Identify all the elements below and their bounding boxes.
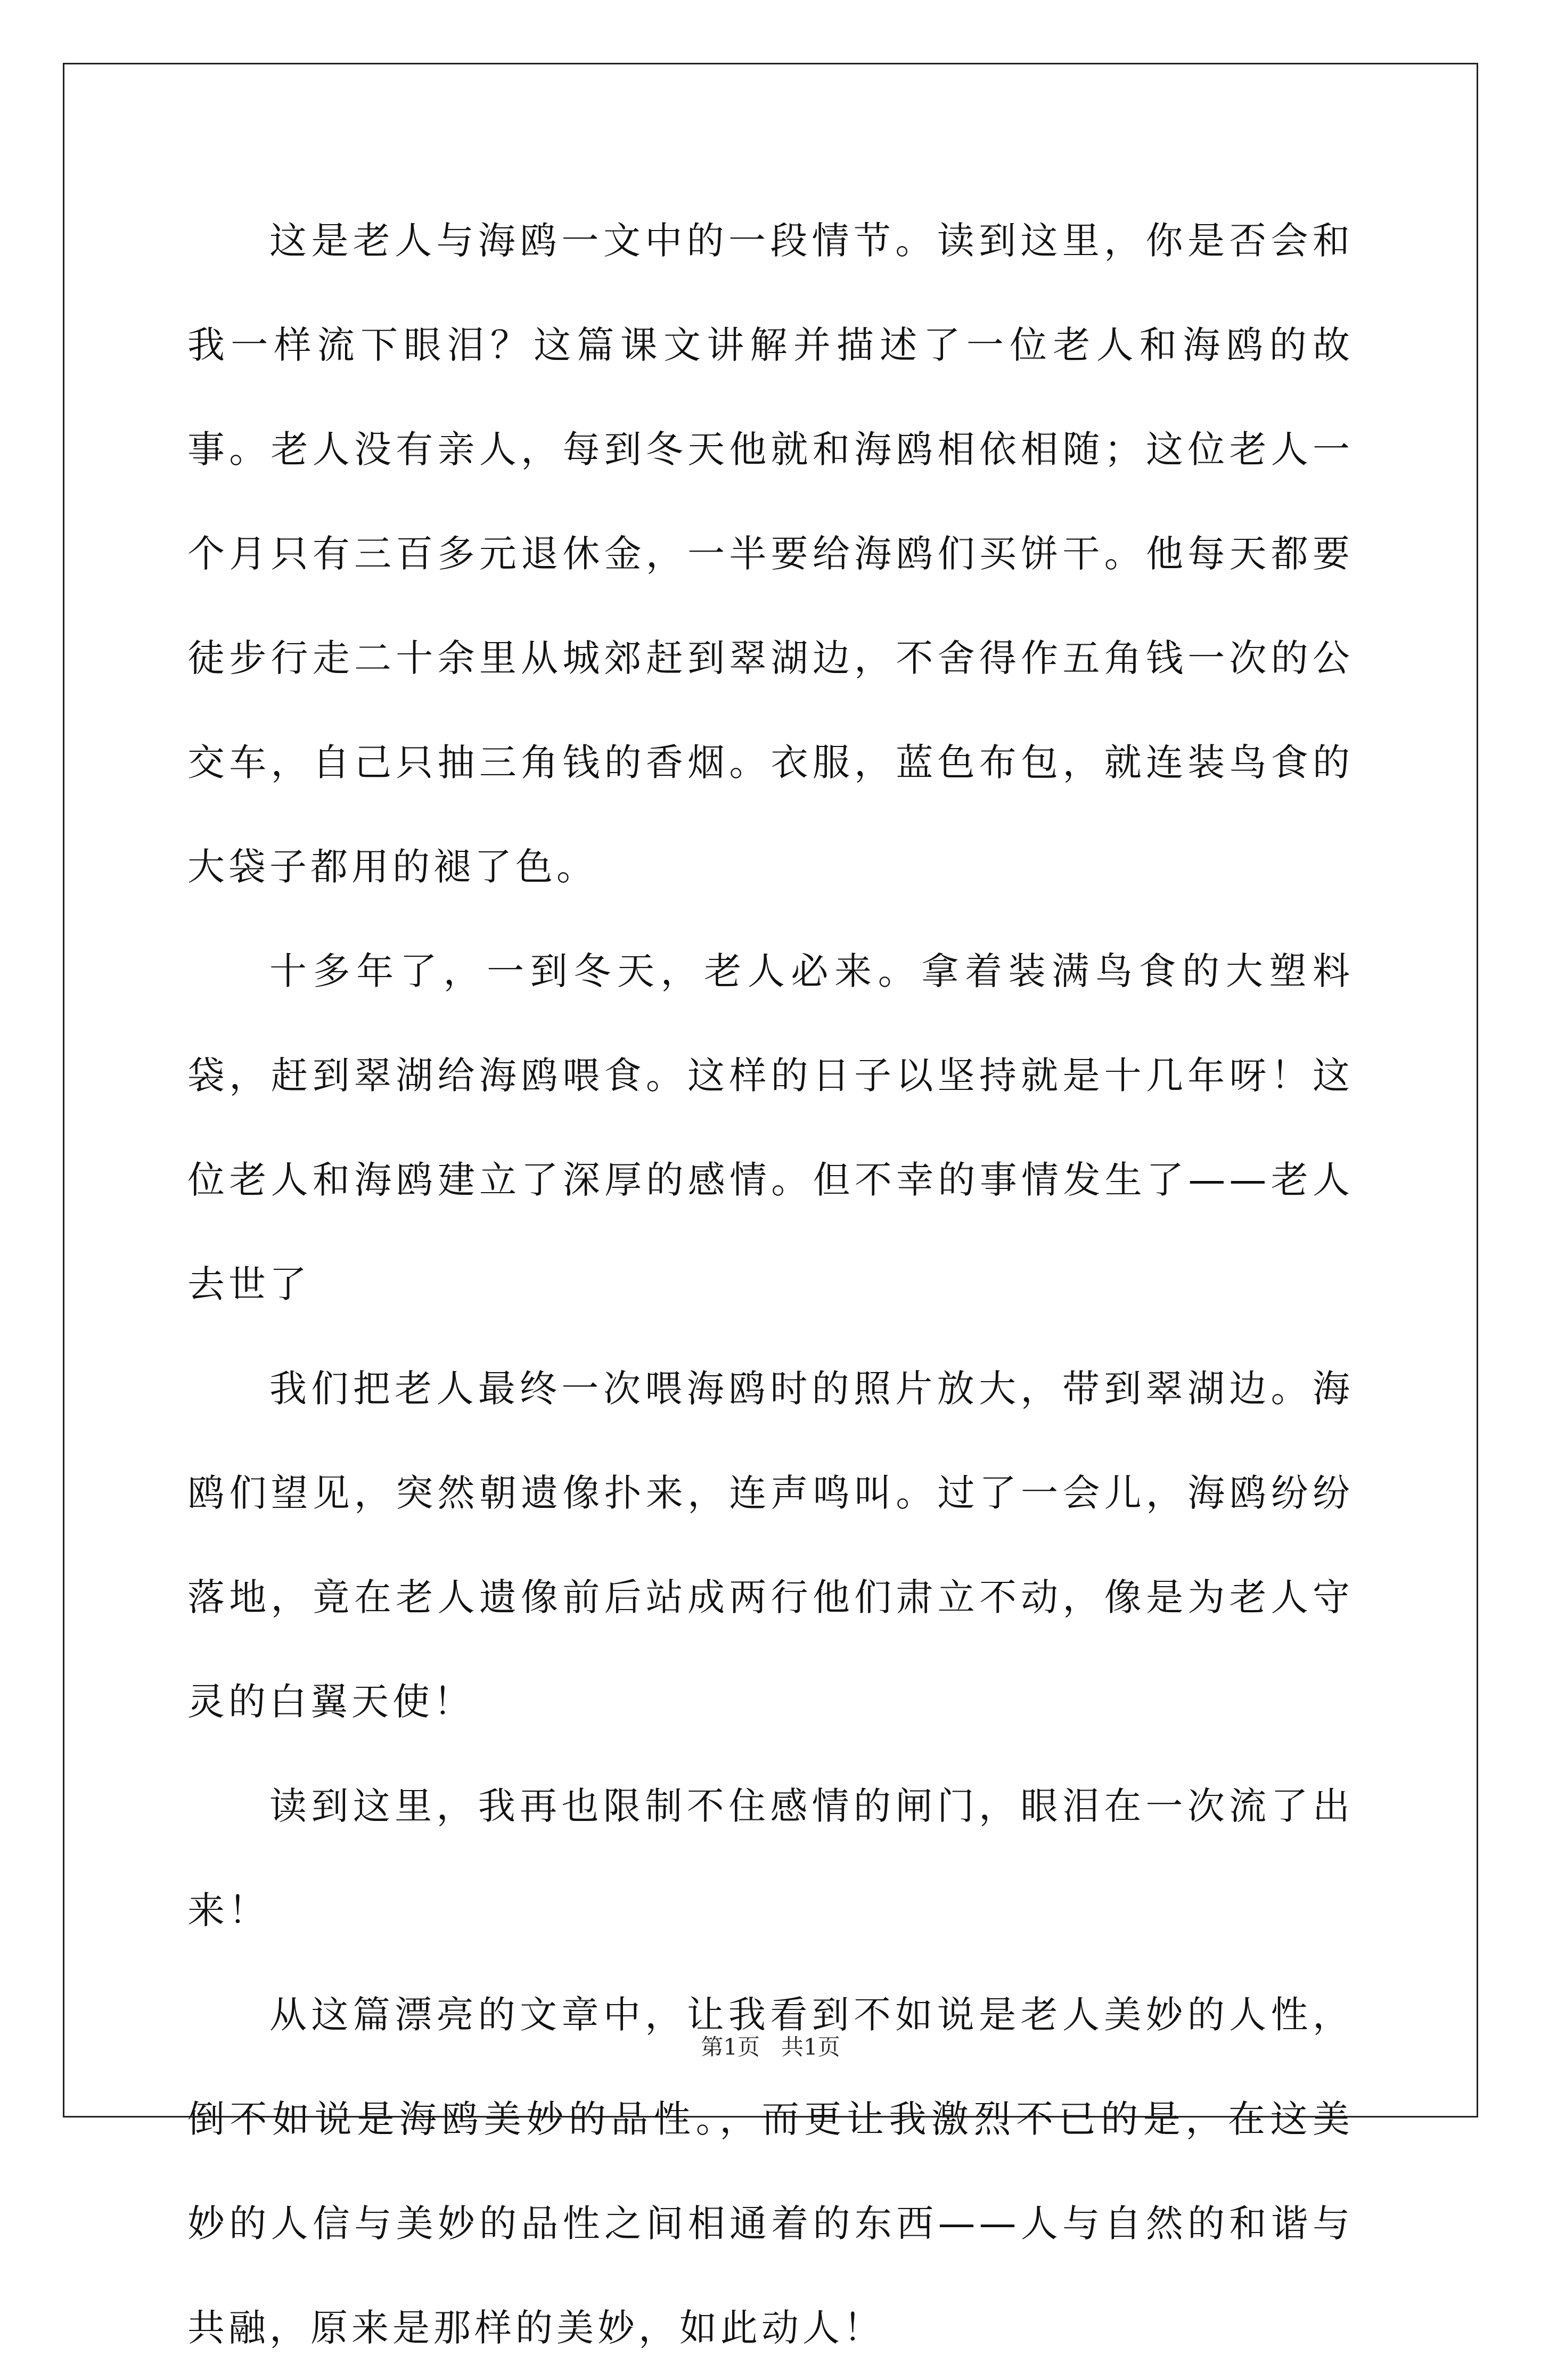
- paragraph-5: 从这篇漂亮的文章中，让我看到不如说是老人美妙的人性，倒不如说是海鸥美妙的品性。，而更让我激烈不已的是，在这美妙的人信与美妙的品性之间相通着的东西——人与自然的和谐与共融，原来是那样的美妙，如此动人！: [187, 1993, 1354, 2350]
- page-number-current: 第1页: [701, 2034, 760, 2060]
- paragraph-2: 十多年了，一到冬天，老人必来。拿着装满鸟食的大塑料袋，赶到翠湖给海鸥喂食。这样的日子以坚持就是十几年呀！这位老人和海鸥建立了深厚的感情。但不幸的事情发生了——老人去世了: [187, 949, 1354, 1306]
- paragraph-1: 这是老人与海鸥一文中的一段情节。读到这里，你是否会和我一样流下眼泪？这篇课文讲解并描述了一位老人和海鸥的故事。老人没有亲人，每到冬天他就和海鸥相依相随；这位老人一个月只有三百多元退休金，一半要给海鸥们买饼干。他每天都要徒步行走二十余里从城郊赶到翠湖边，不舍得作五角钱一次的公交车，自己只抽三角钱的香烟。衣服，蓝色布包，就连装鸟食的大袋子都用的褪了色。: [187, 219, 1354, 889]
- paragraph-4: 读到这里，我再也限制不住感情的闸门，眼泪在一次流了出来！: [187, 1784, 1354, 1932]
- page-number-total: 共1页: [781, 2034, 840, 2060]
- paragraph-3: 我们把老人最终一次喂海鸥时的照片放大，带到翠湖边。海鸥们望见，突然朝遗像扑来，连声鸣叫。过了一会儿，海鸥纷纷落地，竟在老人遗像前后站成两行他们肃立不动，像是为老人守灵的白翼天使！: [187, 1367, 1354, 1724]
- page-footer: [0, 2030, 1541, 2062]
